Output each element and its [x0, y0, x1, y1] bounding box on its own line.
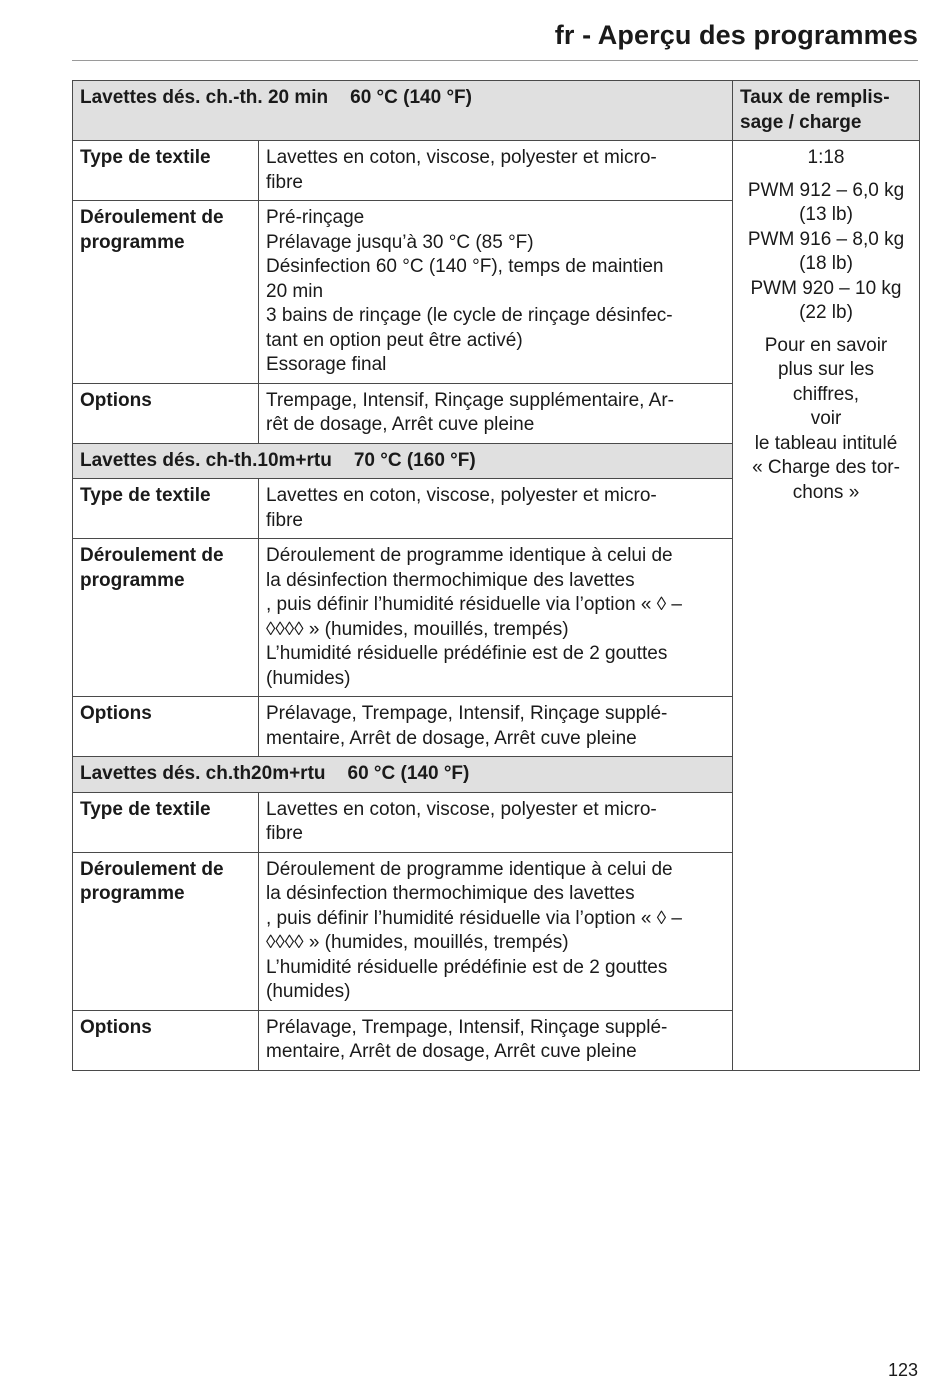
fill-rate-header: Taux de remplis- sage / charge — [733, 81, 920, 141]
program-temperature: 60 °C (140 °F) — [347, 763, 470, 784]
value-line: ◊◊◊◊ » (humides, mouillés, trempés) — [266, 932, 569, 953]
row-value — [259, 201, 733, 384]
machine-load: PWM 920 – 10 kg — [750, 277, 902, 299]
header-divider — [72, 60, 918, 61]
fill-ratio: 1:18 — [807, 147, 845, 168]
program-table — [72, 80, 920, 1071]
row-label: Type de textile — [73, 141, 259, 201]
program-header-row — [73, 81, 920, 141]
table-row — [73, 141, 920, 201]
fill-note: Pour en savoir plus sur les chiffres, voir le tableau intitulé « Charge des tor- chons » — [752, 334, 900, 503]
page-title: fr - Aperçu des programmes — [554, 20, 918, 50]
value-line: L’humidité résiduelle prédéfinie est de 2 gouttes — [266, 643, 668, 664]
value-line: rêt de dosage, Arrêt cuve pleine — [266, 414, 535, 435]
row-value — [259, 383, 733, 443]
machine-load: (18 lb) — [799, 253, 853, 274]
value-line: ◊◊◊◊ » (humides, mouillés, trempés) — [266, 618, 569, 640]
row-value — [259, 697, 733, 757]
row-value — [259, 141, 733, 201]
row-label: Options — [73, 383, 259, 443]
row-label: Options — [73, 1010, 259, 1070]
value-line: Prélavage jusqu’à 30 °C (85 °F) — [266, 231, 534, 253]
program-name: Lavettes dés. ch-th.10m+rtu — [80, 449, 332, 471]
row-label: Déroulement de programme — [73, 852, 259, 1010]
value-line: 20 min — [266, 280, 324, 302]
value-line: Trempage, Intensif, Rinçage supplémentaire, Ar- — [266, 389, 674, 411]
page-number: 123 — [887, 1360, 918, 1380]
value-line: Prélavage, Trempage, Intensif, Rinçage supplé- — [266, 703, 668, 724]
row-label: Type de textile — [73, 792, 259, 852]
row-value — [259, 1010, 733, 1070]
value-line: fibre — [266, 509, 303, 531]
value-line: Prélavage, Trempage, Intensif, Rinçage supplé- — [266, 1016, 668, 1038]
value-line: Lavettes en coton, viscose, polyester et micro- — [266, 147, 657, 168]
value-line: , puis définir l’humidité résiduelle via l’option « ◊ – — [266, 907, 682, 929]
value-line: 3 bains de rinçage (le cycle de rinçage désinfec- — [266, 305, 673, 326]
value-line: (humides) — [266, 981, 351, 1002]
value-line: Lavettes en coton, viscose, polyester et micro- — [266, 798, 657, 820]
value-line: la désinfection thermochimique des lavettes — [266, 883, 635, 904]
value-line: Essorage final — [266, 354, 387, 375]
program-header — [73, 443, 733, 479]
machine-load: (13 lb) — [799, 204, 853, 225]
value-line: fibre — [266, 171, 303, 193]
program-name: Lavettes dés. ch.-th. 20 min — [80, 87, 329, 108]
row-label: Déroulement de programme — [73, 539, 259, 697]
value-line: tant en option peut être activé) — [266, 329, 523, 351]
row-label: Options — [73, 697, 259, 757]
row-value — [259, 852, 733, 1010]
value-line: mentaire, Arrêt de dosage, Arrêt cuve pleine — [266, 1041, 637, 1062]
program-header — [73, 81, 733, 141]
value-line: fibre — [266, 823, 303, 844]
value-line: Désinfection 60 °C (140 °F), temps de maintien — [266, 256, 664, 277]
row-value — [259, 539, 733, 697]
program-temperature: 60 °C (140 °F) — [350, 87, 472, 108]
program-header — [73, 757, 733, 793]
row-value — [259, 479, 733, 539]
value-line: Déroulement de programme identique à celui de — [266, 858, 673, 880]
fill-rate-cell — [733, 141, 920, 1071]
value-line: la désinfection thermochimique des lavettes — [266, 569, 635, 591]
value-line: Pré-rinçage — [266, 207, 365, 228]
row-value — [259, 792, 733, 852]
machine-load: PWM 916 – 8,0 kg — [747, 228, 905, 250]
value-line: , puis définir l’humidité résiduelle via l’option « ◊ – — [266, 594, 682, 615]
machine-load: PWM 912 – 6,0 kg — [747, 179, 905, 201]
value-line: mentaire, Arrêt de dosage, Arrêt cuve pleine — [266, 727, 637, 749]
program-temperature: 70 °C (160 °F) — [353, 449, 476, 471]
row-label: Déroulement de programme — [73, 201, 259, 384]
row-label: Type de textile — [73, 479, 259, 539]
value-line: (humides) — [266, 667, 351, 689]
value-line: L’humidité résiduelle prédéfinie est de 2 gouttes — [266, 956, 668, 978]
program-name: Lavettes dés. ch.th20m+rtu — [80, 763, 326, 784]
value-line: Lavettes en coton, viscose, polyester et micro- — [266, 485, 657, 506]
machine-load: (22 lb) — [799, 302, 853, 323]
value-line: Déroulement de programme identique à celui de — [266, 545, 673, 566]
